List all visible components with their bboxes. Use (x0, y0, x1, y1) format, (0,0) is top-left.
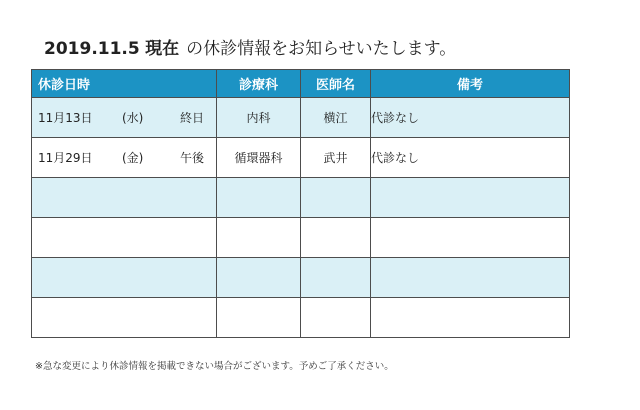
cell-remarks (371, 178, 570, 218)
title-date: 2019.11.5 (44, 39, 140, 59)
cell-doctor: 武井 (301, 138, 371, 178)
header-date: 休診日時 (32, 70, 217, 98)
table-row (32, 298, 570, 338)
header-doctor: 医師名 (301, 70, 371, 98)
closure-table (31, 69, 570, 338)
cell-department: 内科 (217, 98, 301, 138)
cell-datetime (32, 258, 217, 298)
table-row (32, 178, 570, 218)
cell-doctor: 横江 (301, 98, 371, 138)
cell-remarks: 代診なし (371, 138, 570, 178)
cell-remarks (371, 218, 570, 258)
cell-doctor (301, 258, 371, 298)
cell-remarks: 代診なし (371, 98, 570, 138)
cell-department (217, 258, 301, 298)
cell-dow: (水) (122, 111, 144, 125)
cell-department: 循環器科 (217, 138, 301, 178)
table-row (32, 138, 570, 178)
header-remarks: 備考 (371, 70, 570, 98)
cell-date: 11月29日 (38, 151, 93, 165)
title-subject: の休診情報をお知らせいたします。 (186, 39, 457, 59)
table-row (32, 258, 570, 298)
cell-doctor (301, 298, 371, 338)
cell-dow: (金) (122, 151, 144, 165)
cell-time: 終日 (180, 111, 205, 125)
cell-remarks (371, 258, 570, 298)
cell-datetime (32, 218, 217, 258)
page-title (44, 36, 456, 62)
header-department: 診療科 (217, 70, 301, 98)
cell-remarks (371, 298, 570, 338)
cell-department (217, 218, 301, 258)
title-status: 現在 (145, 39, 180, 59)
cell-date: 11月13日 (38, 111, 93, 125)
cell-time: 午後 (180, 151, 205, 165)
cell-doctor (301, 218, 371, 258)
cell-doctor (301, 178, 371, 218)
cell-datetime (32, 138, 217, 178)
table-header-row (32, 70, 570, 98)
table-row (32, 98, 570, 138)
cell-datetime (32, 298, 217, 338)
cell-datetime (32, 178, 217, 218)
cell-datetime (32, 98, 217, 138)
cell-department (217, 178, 301, 218)
cell-department (217, 298, 301, 338)
footnote: ※急な変更により休診情報を掲載できない場合がございます。予めご了承ください。 (35, 361, 394, 372)
table-row (32, 218, 570, 258)
